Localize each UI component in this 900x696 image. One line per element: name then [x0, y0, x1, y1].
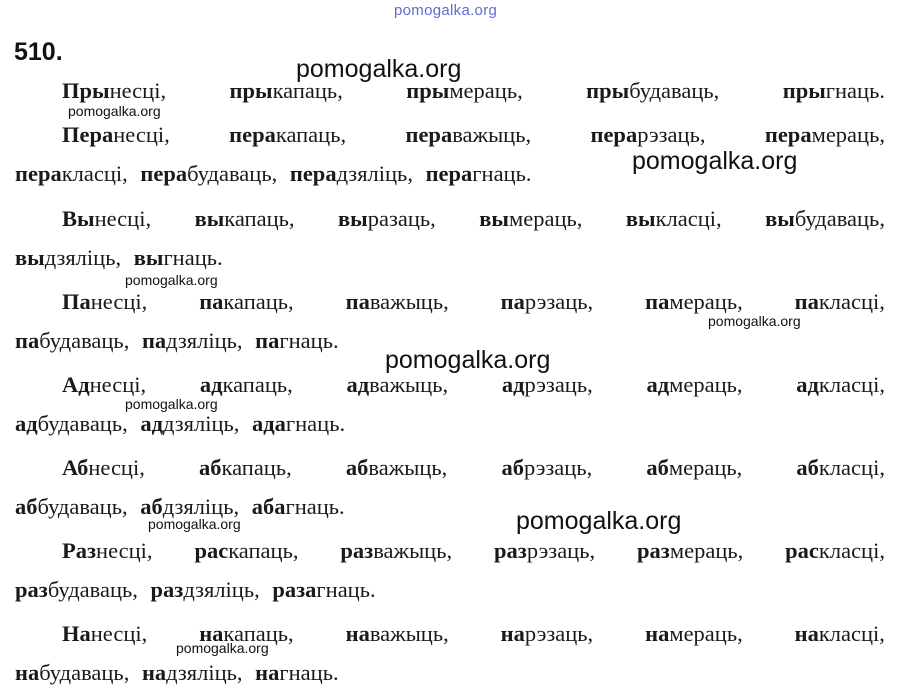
watermark: pomogalka.org — [68, 103, 161, 119]
word: пераважыць, — [405, 122, 532, 147]
text-line — [62, 121, 885, 149]
word: размераць, — [637, 538, 744, 563]
word: выразаць, — [338, 206, 436, 231]
word: пакапаць, — [199, 289, 294, 314]
word: абрэзаць, — [501, 455, 593, 480]
word: перакласці, — [15, 161, 128, 186]
word: Прынесці, — [62, 78, 167, 103]
word: Разнесці, — [62, 538, 153, 563]
word: перабудаваць, — [140, 161, 278, 186]
word: абагнаць. — [251, 494, 345, 519]
word: прыгнаць. — [782, 78, 885, 103]
word: разагнаць. — [272, 577, 376, 602]
header-watermark: pomogalka.org — [394, 2, 498, 19]
word: адкапаць, — [199, 372, 293, 397]
word: выдзяліць, — [15, 245, 122, 270]
word: набудаваць, — [15, 660, 130, 685]
watermark: pomogalka.org — [296, 55, 462, 83]
word: паважыць, — [345, 289, 449, 314]
word: адкласці, — [796, 372, 885, 397]
word: Абнесці, — [62, 455, 145, 480]
word: раздзяліць, — [150, 577, 260, 602]
word: абважыць, — [345, 455, 448, 480]
word: нагнаць. — [255, 660, 339, 685]
watermark: pomogalka.org — [125, 396, 218, 412]
word: падзяліць, — [141, 328, 243, 353]
watermark: pomogalka.org — [516, 507, 682, 535]
word: перадзяліць, — [289, 161, 413, 186]
text-line — [15, 244, 885, 272]
text-line — [15, 659, 885, 687]
word: памераць, — [645, 289, 743, 314]
text-line — [15, 493, 885, 521]
text-line — [62, 77, 885, 105]
word: перакапаць, — [229, 122, 347, 147]
text-line — [15, 576, 885, 604]
watermark: pomogalka.org — [148, 516, 241, 532]
exercise-number: 510. — [14, 38, 63, 66]
text-line — [62, 371, 885, 399]
watermark: pomogalka.org — [176, 640, 269, 656]
word: раскласці, — [785, 538, 885, 563]
word: перарэзаць, — [590, 122, 706, 147]
word: прымераць, — [406, 78, 523, 103]
word: абкапаць, — [199, 455, 292, 480]
word: пагнаць. — [255, 328, 339, 353]
word: Аднесці, — [62, 372, 147, 397]
word: прыкапаць, — [229, 78, 343, 103]
watermark: pomogalka.org — [708, 313, 801, 329]
word: адмераць, — [646, 372, 743, 397]
word: накласці, — [794, 621, 885, 646]
word: раскапаць, — [194, 538, 299, 563]
word: абкласці, — [796, 455, 885, 480]
word: накапаць, — [199, 621, 294, 646]
word: адважыць, — [346, 372, 449, 397]
word: выкапаць, — [194, 206, 295, 231]
word: адбудаваць, — [15, 411, 128, 436]
word: адрэзаць, — [501, 372, 593, 397]
word: выкласці, — [625, 206, 722, 231]
word: наважыць, — [345, 621, 449, 646]
word: разважыць, — [340, 538, 453, 563]
word: Нанесці, — [62, 621, 148, 646]
word: разрэзаць, — [494, 538, 596, 563]
text-line — [62, 454, 885, 482]
word: аббудаваць, — [15, 494, 128, 519]
text-line — [62, 205, 885, 233]
word: надзяліць, — [141, 660, 243, 685]
word: вымераць, — [479, 206, 583, 231]
word: парэзаць, — [500, 289, 594, 314]
word: намераць, — [645, 621, 743, 646]
word: Вынесці, — [62, 206, 152, 231]
word: пакласці, — [794, 289, 885, 314]
word: нарэзаць, — [500, 621, 594, 646]
word: выбудаваць, — [765, 206, 885, 231]
text-line — [62, 288, 885, 316]
word: Перанесці, — [62, 122, 170, 147]
watermark: pomogalka.org — [125, 272, 218, 288]
text-line — [15, 410, 885, 438]
watermark: pomogalka.org — [632, 147, 798, 175]
word: абмераць, — [646, 455, 743, 480]
word: аддзяліць, — [140, 411, 240, 436]
text-line — [62, 537, 885, 565]
word: Панесці, — [62, 289, 148, 314]
watermark: pomogalka.org — [385, 346, 551, 374]
word: прыбудаваць, — [586, 78, 720, 103]
word: разбудаваць, — [15, 577, 138, 602]
word: перамераць, — [764, 122, 885, 147]
word: пабудаваць, — [15, 328, 130, 353]
word: абдзяліць, — [140, 494, 240, 519]
word: выгнаць. — [133, 245, 223, 270]
word: перагнаць. — [425, 161, 532, 186]
word: адагнаць. — [252, 411, 346, 436]
